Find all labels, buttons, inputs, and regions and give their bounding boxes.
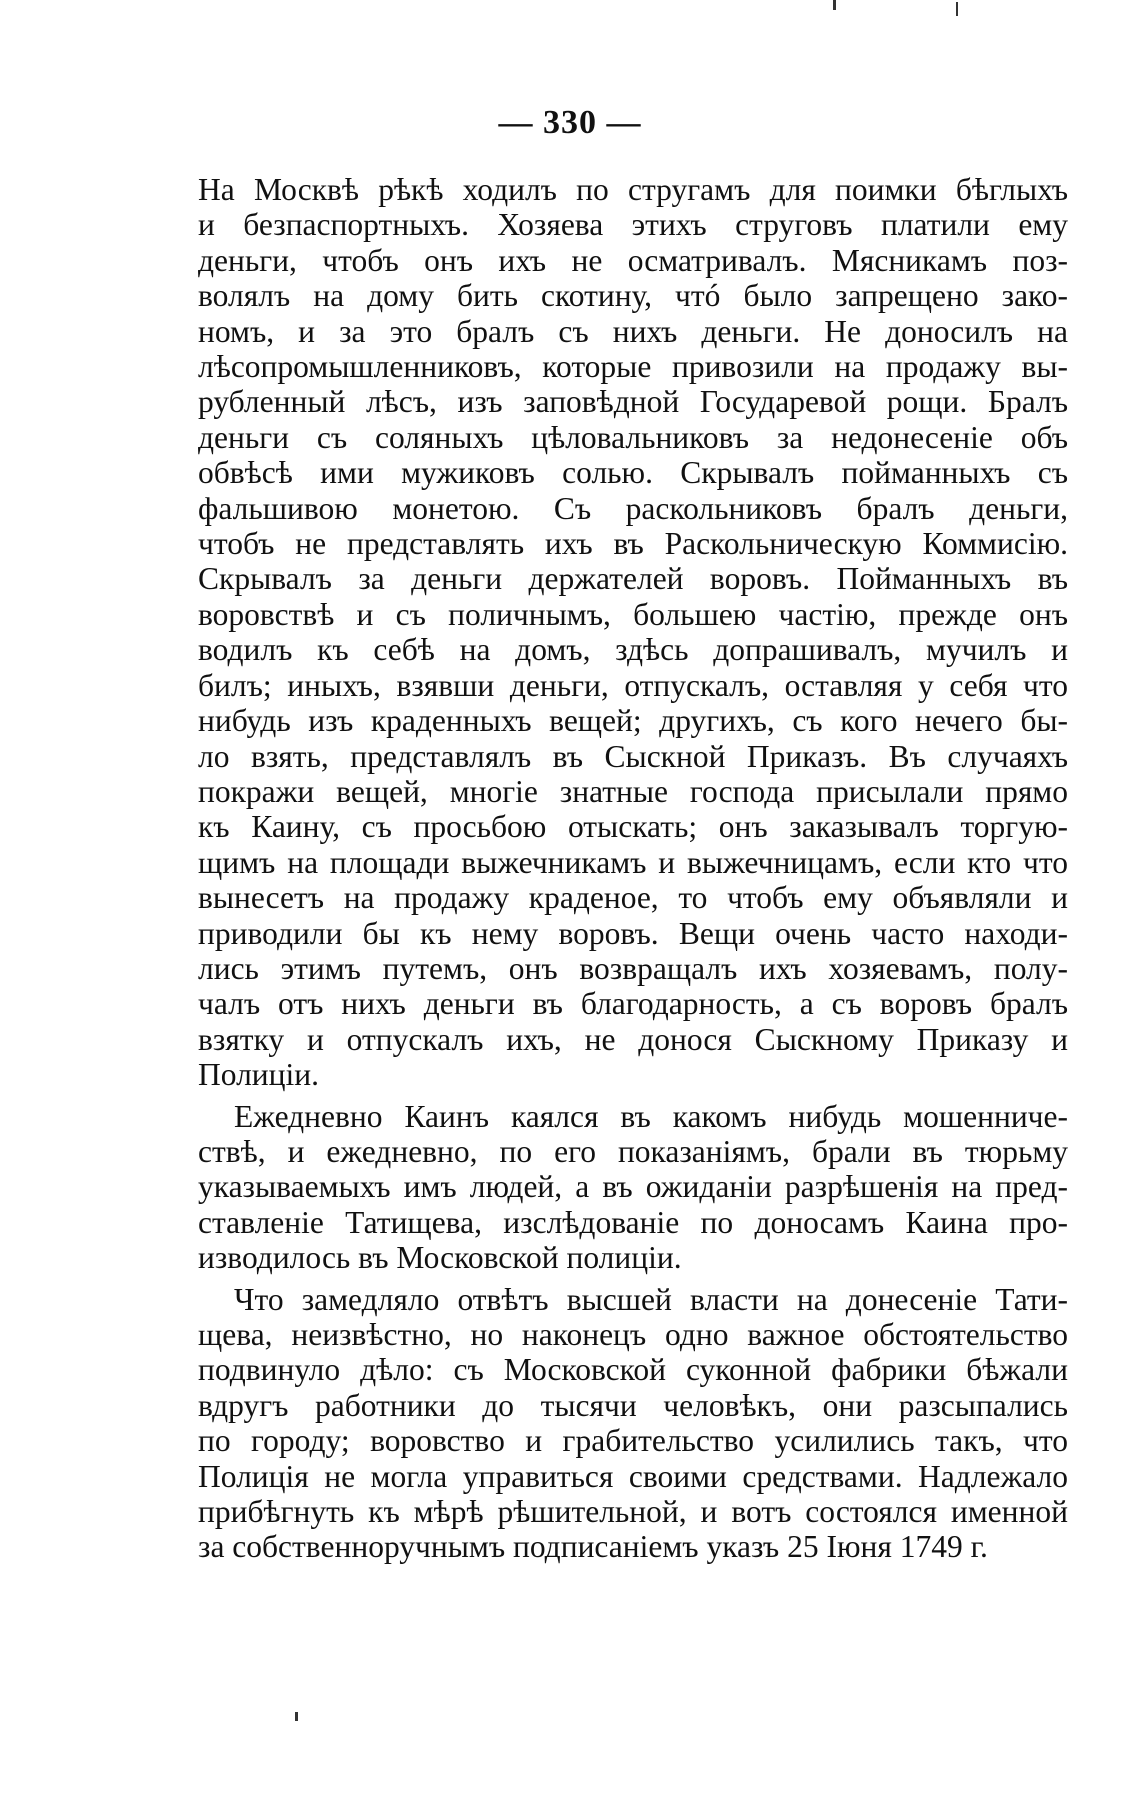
text-line: вдругъ работники до тысячи человѣкъ, они разсыпались: [198, 1387, 1068, 1423]
text-line: Что замедляло отвѣтъ высшей власти на донесеніе Тати-: [234, 1281, 1068, 1317]
text-line: чтобъ не представлять ихъ въ Раскольническую Коммисію.: [198, 526, 1068, 562]
text-line: изводилось въ Московской полиціи.: [198, 1240, 682, 1276]
text-line: щева, неизвѣстно, но наконецъ одно важное обстоятельство: [198, 1317, 1068, 1352]
text-line: взятку и отпускалъ ихъ, не донося Сыскному Приказу и: [198, 1021, 1068, 1057]
text-line: обвѣсѣ ими мужиковъ солью. Скрывалъ пойманныхъ съ: [198, 455, 1068, 491]
text-line: приводили бы къ нему воровъ. Вещи очень часто находи-: [198, 915, 1068, 951]
page-number: — 330 —: [498, 104, 642, 141]
text-line: указываемыхъ имъ людей, а въ ожиданіи разрѣшенія на пред-: [198, 1169, 1068, 1205]
text-line: и безпаспортныхъ. Хозяева этихъ струговъ платили ему: [198, 207, 1068, 243]
text-line: нибудь изъ краденныхъ вещей; другихъ, съ кого нечего бы-: [198, 703, 1068, 739]
text-line: прибѣгнуть къ мѣрѣ рѣшительной, и вотъ состоялся именной: [198, 1494, 1068, 1530]
text-line: водилъ къ себѣ на домъ, здѣсь допрашивалъ, мучилъ и: [198, 632, 1068, 668]
text-line: щимъ на площади выжечникамъ и выжечницамъ, если кто что: [198, 844, 1068, 880]
text-line: воровствѣ и съ поличнымъ, большею частію, прежде онъ: [198, 596, 1068, 632]
text-line: чалъ отъ нихъ деньги въ благодарность, а съ воровъ бралъ: [198, 986, 1068, 1022]
text-line: деньги, чтобъ онъ ихъ не осматривалъ. Мясникамъ поз-: [198, 242, 1068, 278]
scan-speck: [295, 1712, 298, 1721]
text-line: номъ, и за это бралъ съ нихъ деньги. Не доносилъ на: [198, 313, 1068, 349]
text-line: билъ; иныхъ, взявши деньги, отпускалъ, оставляя у себя что: [198, 667, 1068, 703]
text-line: рубленный лѣсъ, изъ заповѣдной Государевой рощи. Бралъ: [198, 384, 1068, 420]
body-text: [198, 172, 1068, 1571]
text-line: лись этимъ путемъ, онъ возвращалъ ихъ хозяевамъ, полу-: [198, 950, 1068, 986]
text-line: На Москвѣ рѣкѣ ходилъ по стругамъ для поимки бѣглыхъ: [198, 172, 1068, 207]
text-line: Скрывалъ за деньги держателей воровъ. Пойманныхъ въ: [198, 561, 1068, 597]
text-line: ло взять, представлялъ въ Сыскной Приказъ. Въ случаяхъ: [198, 738, 1068, 774]
text-line: подвинуло дѣло: съ Московской суконной фабрики бѣжали: [198, 1352, 1068, 1388]
paragraph: [198, 172, 1068, 1093]
text-line: покражи вещей, многіе знатные господа присылали прямо: [198, 773, 1068, 809]
text-line: Полиція не могла управиться своими средствами. Надлежало: [198, 1458, 1068, 1494]
text-line: по городу; воровство и грабительство усилились такъ, что: [198, 1423, 1068, 1459]
paragraph: [198, 1099, 1068, 1276]
text-line: къ Каину, съ просьбою отыскать; онъ заказывалъ торгую-: [198, 809, 1068, 845]
text-line: волялъ на дому бить скотину, чтó было запрещено зако-: [198, 278, 1068, 314]
paragraph: [198, 1282, 1068, 1565]
text-line: за собственноручнымъ подписаніемъ указъ 25 Іюня 1749 г.: [198, 1529, 988, 1565]
text-line: Полиціи.: [198, 1057, 320, 1093]
text-line: фальшивою монетою. Съ раскольниковъ бралъ деньги,: [198, 490, 1068, 526]
scan-speck: [956, 2, 958, 16]
text-line: деньги съ соляныхъ цѣловальниковъ за недонесеніе объ: [198, 419, 1068, 455]
text-line: вынесетъ на продажу краденое, то чтобъ ему объявляли и: [198, 880, 1068, 916]
text-line: ставленіе Татищева, изслѣдованіе по доносамъ Каина про-: [198, 1204, 1068, 1240]
text-line: Ежедневно Каинъ каялся въ какомъ нибудь мошенниче-: [234, 1098, 1068, 1134]
text-line: лѣсопромышленниковъ, которые привозили на продажу вы-: [198, 349, 1068, 385]
text-line: ствѣ, и ежедневно, по его показаніямъ, брали въ тюрьму: [198, 1133, 1068, 1169]
scan-speck: [833, 0, 836, 10]
